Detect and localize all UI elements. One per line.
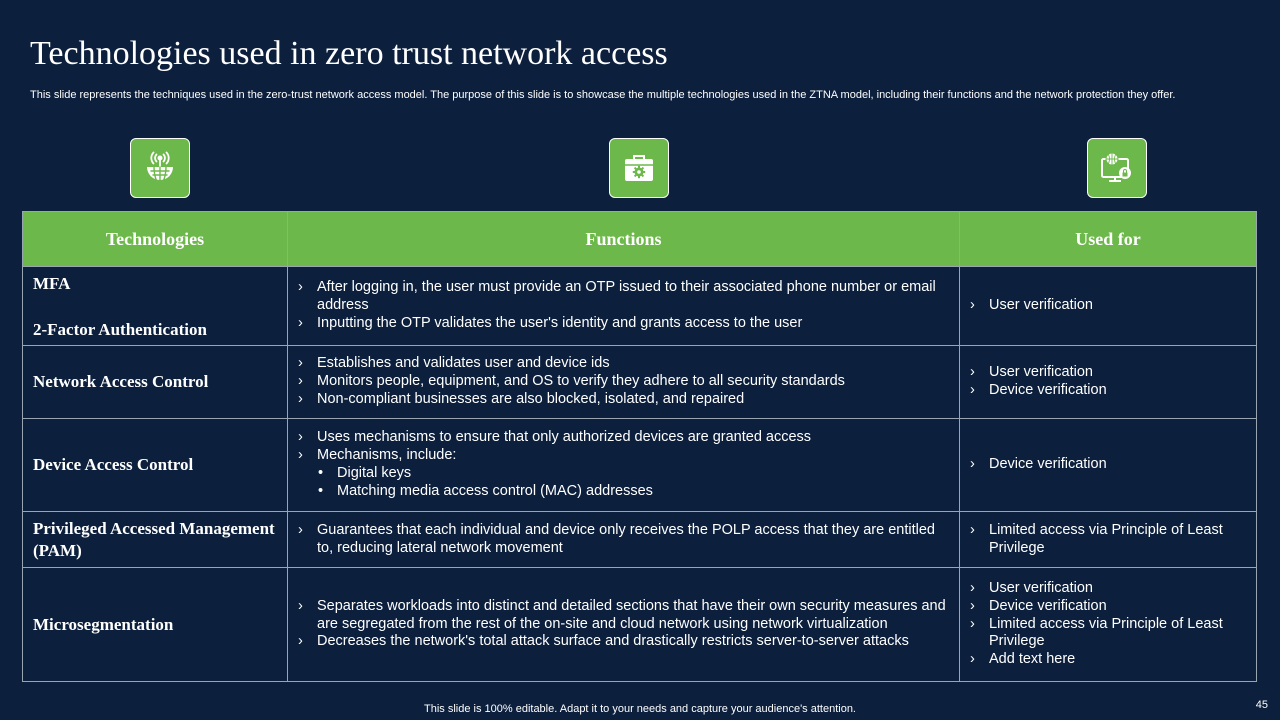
used-for-item: › Limited access via Principle of Least Privilege	[970, 522, 1248, 558]
technology-name: Network Access Control	[33, 372, 209, 391]
technology-cell	[23, 568, 288, 682]
header-used-for: Used for	[960, 212, 1257, 267]
function-item: › Monitors people, equipment, and OS to verify they adhere to all security standards	[298, 373, 951, 391]
table-row	[23, 267, 1257, 346]
technology-name: Microsegmentation	[33, 614, 174, 634]
function-item: › Inputting the OTP validates the user's identity and grants access to the user	[298, 315, 951, 333]
table-header-row	[23, 212, 1257, 267]
table-row	[23, 512, 1257, 568]
monitor-lock-globe-icon	[1087, 138, 1147, 198]
functions-cell	[288, 346, 960, 419]
header-technologies: Technologies	[23, 212, 288, 267]
page-number: 45	[1255, 699, 1268, 711]
table-row	[23, 568, 1257, 682]
used-for-item: › User verification	[970, 297, 1248, 315]
technology-cell	[23, 346, 288, 419]
used-for-item[interactable]: › Add text here	[970, 651, 1248, 669]
table-row	[23, 419, 1257, 512]
technologies-table	[22, 211, 1257, 682]
technology-cell	[23, 512, 288, 568]
functions-cell	[288, 419, 960, 512]
function-item: › Establishes and validates user and device ids	[298, 355, 951, 373]
used-for-item: › Device verification	[970, 382, 1248, 400]
used-for-cell	[960, 512, 1257, 568]
slide-subtitle: This slide represents the techniques used in the zero-trust network access model. The purpose of this slide is to showcase the multiple technologies used in the ZTNA model, including their functions and the network protection they offer.	[30, 89, 1176, 101]
table-row	[23, 346, 1257, 419]
technology-name: 2-Factor Authentication	[33, 320, 207, 339]
sub-function-item: • Digital keys	[318, 465, 951, 483]
slide-title: Technologies used in zero trust network access	[30, 35, 668, 72]
used-for-cell	[960, 419, 1257, 512]
used-for-cell	[960, 267, 1257, 346]
used-for-item: › User verification	[970, 364, 1248, 382]
technology-cell	[23, 267, 288, 346]
function-item: › Guarantees that each individual and device only receives the POLP access that they are entitled to, reducing lateral network movement	[298, 522, 951, 558]
used-for-cell	[960, 346, 1257, 419]
used-for-cell	[960, 568, 1257, 682]
used-for-item: › User verification	[970, 580, 1248, 598]
functions-cell	[288, 267, 960, 346]
function-item: › Decreases the network's total attack surface and drastically restricts server-to-server attacks	[298, 633, 951, 651]
sub-function-item: • Matching media access control (MAC) addresses	[318, 483, 951, 501]
footer-note: This slide is 100% editable. Adapt it to your needs and capture your audience's attention.	[424, 703, 856, 715]
function-item: › Mechanisms, include:	[298, 447, 951, 465]
functions-cell	[288, 568, 960, 682]
used-for-item: › Device verification	[970, 598, 1248, 616]
used-for-item: › Device verification	[970, 456, 1248, 474]
antenna-globe-icon	[130, 138, 190, 198]
technology-cell	[23, 419, 288, 512]
technology-name: Privileged Accessed Management (PAM)	[33, 518, 275, 560]
function-item: › Separates workloads into distinct and detailed sections that have their own security measures and are segregated from the rest of the on-site and cloud network using network virtualization	[298, 598, 951, 634]
function-item: › Uses mechanisms to ensure that only authorized devices are granted access	[298, 429, 951, 447]
function-item: › Non-compliant businesses are also blocked, isolated, and repaired	[298, 391, 951, 409]
functions-cell	[288, 512, 960, 568]
technology-name: MFA	[33, 274, 71, 293]
technology-name: Device Access Control	[33, 455, 194, 474]
used-for-item: › Limited access via Principle of Least Privilege	[970, 616, 1248, 652]
toolbox-gear-icon	[609, 138, 669, 198]
function-item: › After logging in, the user must provide an OTP issued to their associated phone number or email address	[298, 279, 951, 315]
header-functions: Functions	[288, 212, 960, 267]
